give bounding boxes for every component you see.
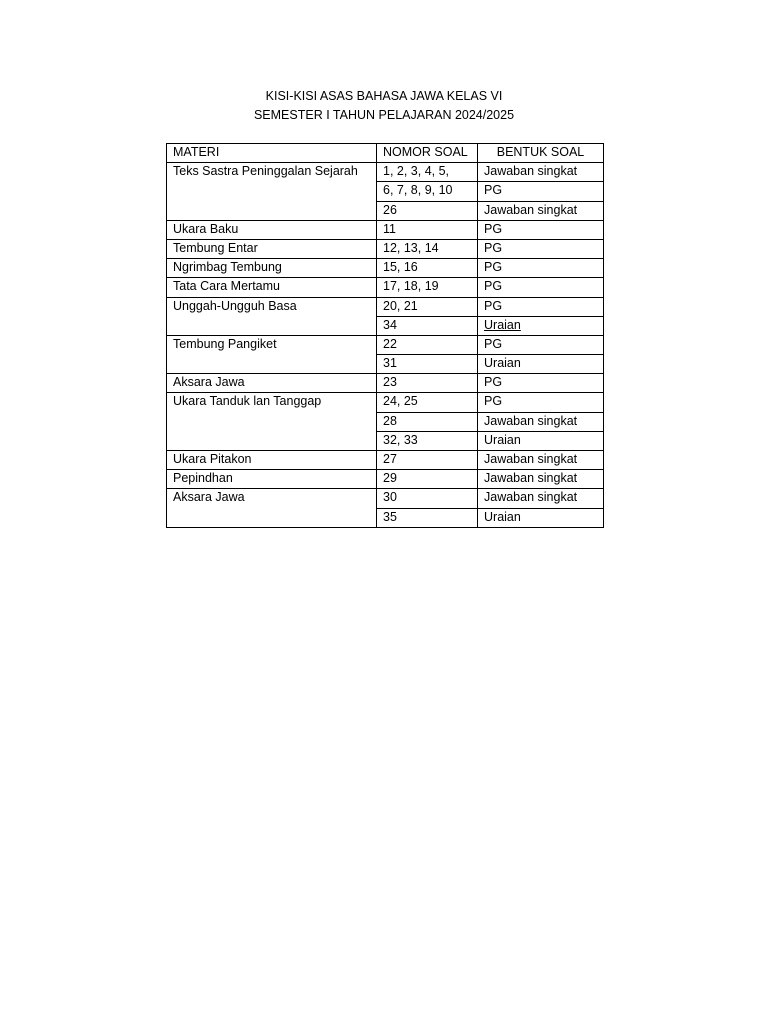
table-row [167,259,604,278]
cell-nomor-soal: 20, 21 [377,297,478,316]
cell-nomor-soal: 31 [377,355,478,374]
cell-nomor-soal: 6, 7, 8, 9, 10 [377,182,478,201]
table-body [167,163,604,528]
table-row [167,278,604,297]
table-row [167,489,604,508]
cell-bentuk-soal: Jawaban singkat [478,470,604,489]
title-line-1: KISI-KISI ASAS BAHASA JAWA KELAS VI [265,89,503,103]
cell-bentuk-soal: PG [478,182,604,201]
cell-bentuk-soal: Uraian [478,355,604,374]
cell-materi: Aksara Jawa [167,489,377,527]
cell-materi: Pepindhan [167,470,377,489]
table-row [167,374,604,393]
table-header-row [167,144,604,163]
cell-nomor-soal: 12, 13, 14 [377,239,478,258]
cell-materi: Ukara Baku [167,220,377,239]
cell-nomor-soal: 35 [377,508,478,527]
cell-bentuk-soal-text: Uraian [484,317,521,332]
cell-bentuk-soal [478,316,604,335]
cell-bentuk-soal: Uraian [478,508,604,527]
kisi-table [166,143,604,528]
cell-materi: Teks Sastra Peninggalan Sejarah [167,163,377,221]
document-title [0,87,768,125]
cell-materi: Tembung Pangiket [167,335,377,373]
cell-nomor-soal: 26 [377,201,478,220]
cell-bentuk-soal: PG [478,297,604,316]
cell-materi: Aksara Jawa [167,374,377,393]
cell-materi: Unggah-Ungguh Basa [167,297,377,335]
cell-nomor-soal: 17, 18, 19 [377,278,478,297]
header-nomor-soal: NOMOR SOAL [377,144,478,163]
header-bentuk-soal: BENTUK SOAL [478,144,604,163]
table-row [167,220,604,239]
cell-nomor-soal: 1, 2, 3, 4, 5, [377,163,478,182]
cell-nomor-soal: 28 [377,412,478,431]
cell-bentuk-soal: PG [478,220,604,239]
cell-materi: Ngrimbag Tembung [167,259,377,278]
table-row [167,297,604,316]
cell-nomor-soal: 30 [377,489,478,508]
cell-materi: Tata Cara Mertamu [167,278,377,297]
cell-nomor-soal: 23 [377,374,478,393]
cell-bentuk-soal: PG [478,393,604,412]
table-row [167,239,604,258]
cell-bentuk-soal: Jawaban singkat [478,412,604,431]
cell-materi: Tembung Entar [167,239,377,258]
cell-nomor-soal: 32, 33 [377,431,478,450]
table-row [167,470,604,489]
title-line-2: SEMESTER I TAHUN PELAJARAN 2024/2025 [253,108,515,122]
table-row [167,451,604,470]
cell-bentuk-soal: PG [478,374,604,393]
cell-materi: Ukara Tanduk lan Tanggap [167,393,377,451]
cell-bentuk-soal: Jawaban singkat [478,489,604,508]
cell-bentuk-soal: PG [478,259,604,278]
cell-bentuk-soal: PG [478,278,604,297]
cell-bentuk-soal: Jawaban singkat [478,163,604,182]
cell-nomor-soal: 15, 16 [377,259,478,278]
cell-nomor-soal: 27 [377,451,478,470]
cell-materi: Ukara Pitakon [167,451,377,470]
cell-bentuk-soal: PG [478,239,604,258]
cell-bentuk-soal: Uraian [478,431,604,450]
cell-nomor-soal: 11 [377,220,478,239]
header-materi: MATERI [167,144,377,163]
table-row [167,393,604,412]
table-row [167,335,604,354]
cell-bentuk-soal: PG [478,335,604,354]
cell-nomor-soal: 34 [377,316,478,335]
table-row [167,163,604,182]
cell-nomor-soal: 24, 25 [377,393,478,412]
cell-bentuk-soal: Jawaban singkat [478,201,604,220]
cell-nomor-soal: 29 [377,470,478,489]
cell-nomor-soal: 22 [377,335,478,354]
cell-bentuk-soal: Jawaban singkat [478,451,604,470]
